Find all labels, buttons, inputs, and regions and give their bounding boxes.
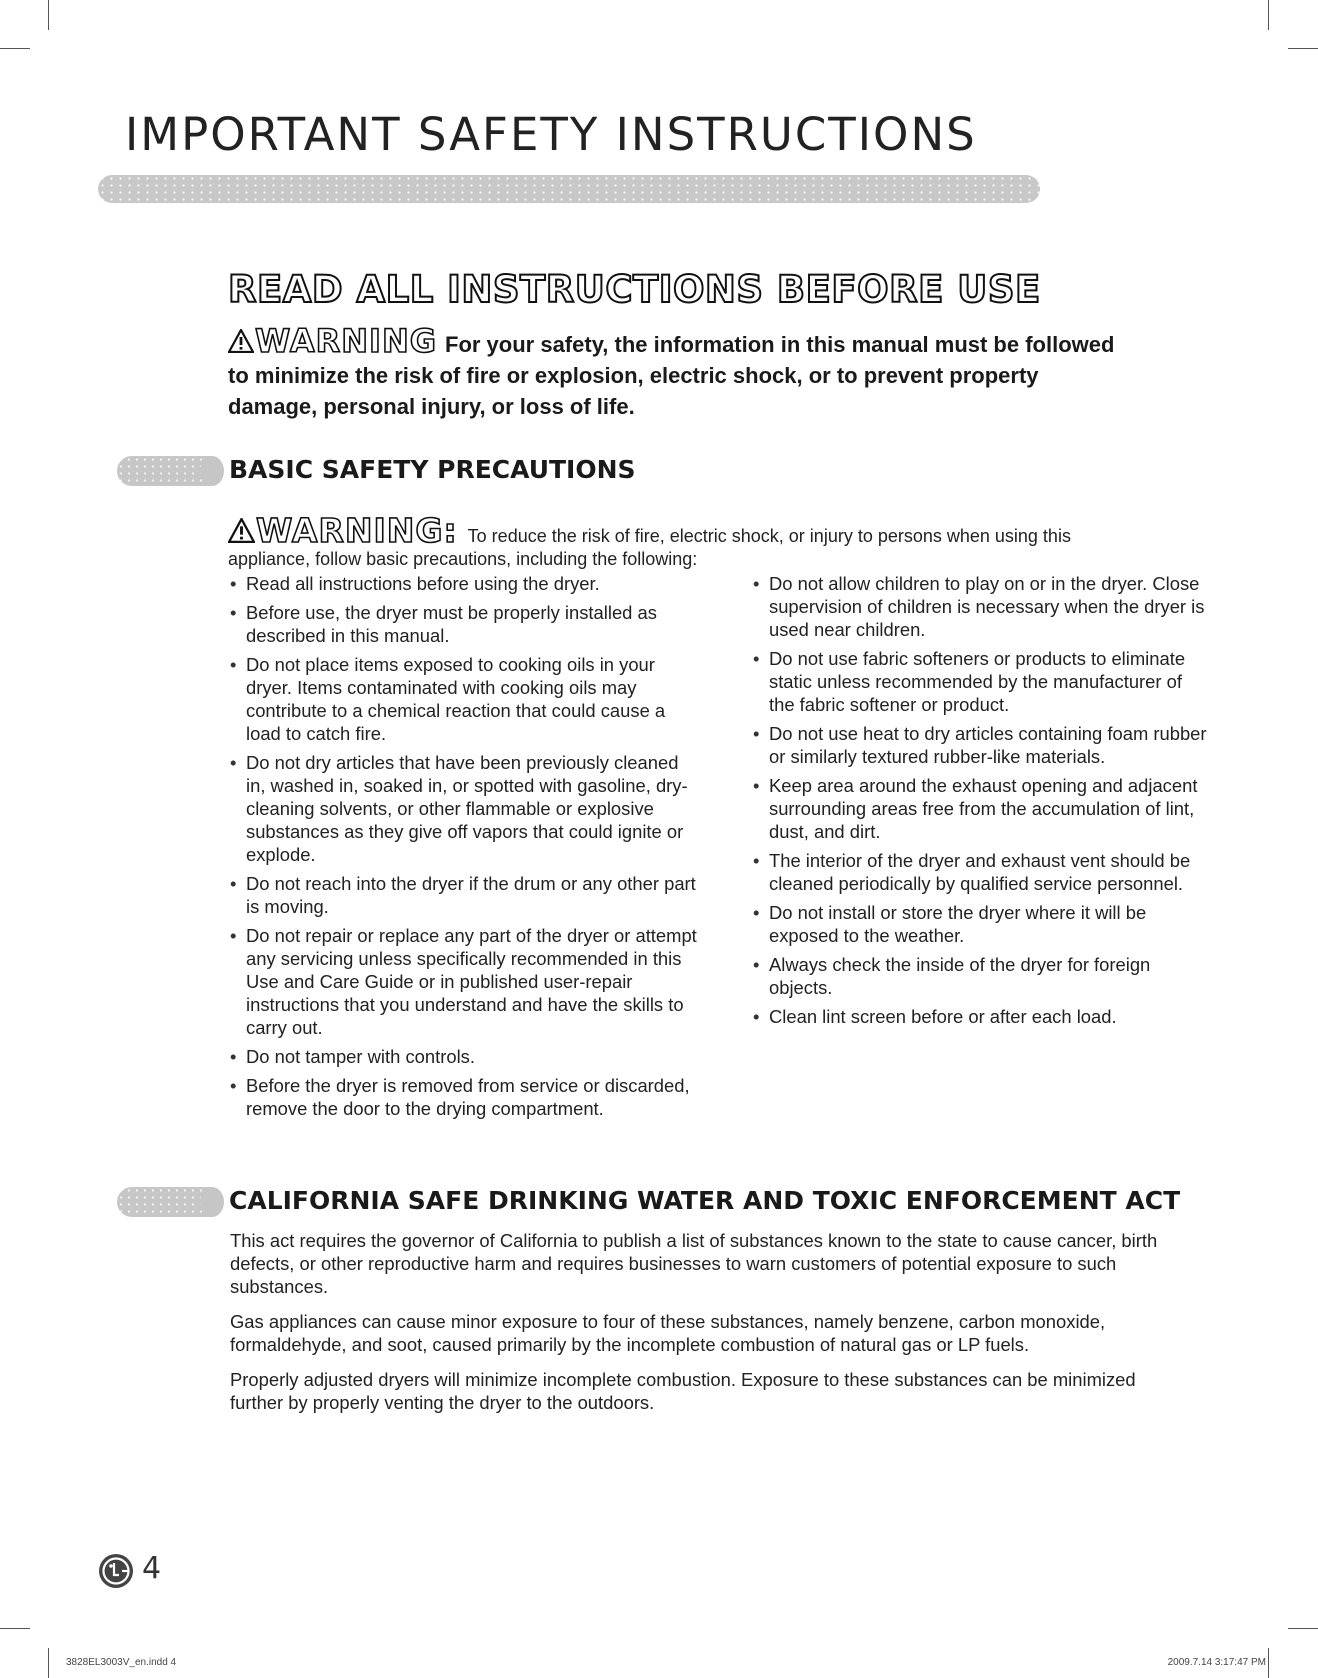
page-number: 4	[142, 1551, 162, 1586]
basic-warning	[228, 511, 1188, 571]
list-item: • Do not tamper with controls.	[229, 1045, 699, 1068]
section-title-california: CALIFORNIA SAFE DRINKING WATER AND TOXIC ENFORCEMENT ACT	[229, 1186, 1181, 1215]
warning-text: For your safety, the information in this manual must be followed to minimize the risk of fire or explosion, electric shock, or to prevent property damage, personal injury, or loss of life.	[228, 332, 1115, 419]
page-title: IMPORTANT SAFETY INSTRUCTIONS	[125, 108, 977, 161]
crop-mark	[48, 1648, 49, 1678]
precautions-left-list	[229, 572, 699, 1126]
crop-mark	[1268, 0, 1269, 30]
list-item: • Read all instructions before using the dryer.	[229, 572, 699, 595]
list-item: • Do not allow children to play on or in the dryer. Close supervision of children is necessary when the dryer is used near children.	[752, 572, 1212, 641]
list-item: • Do not use heat to dry articles containing foam rubber or similarly textured rubber-like materials.	[752, 722, 1212, 768]
section-title-basic: BASIC SAFETY PRECAUTIONS	[229, 455, 636, 484]
list-item: • Do not repair or replace any part of the dryer or attempt any servicing unless specifically recommended in this Use and Care Guide or in published user-repair instructions that you understand and have the skills to carry out.	[229, 924, 699, 1039]
list-item: • Do not install or store the dryer where it will be exposed to the weather.	[752, 901, 1212, 947]
warning-triangle-icon	[228, 329, 254, 353]
title-underline-bar	[98, 175, 1040, 203]
crop-mark	[0, 48, 30, 49]
crop-mark	[1288, 1628, 1318, 1629]
list-item: • The interior of the dryer and exhaust vent should be cleaned periodically by qualified service personnel.	[752, 849, 1212, 895]
footer-file: 3828EL3003V_en.indd 4	[66, 1657, 177, 1668]
list-item: • Do not place items exposed to cooking oils in your dryer. Items contaminated with cooking oils may contribute to a chemical reaction that could cause a load to catch fire.	[229, 653, 699, 745]
warning-text-line1: To reduce the risk of fire, electric shock, or injury to persons when using this	[467, 526, 1071, 546]
warning-triangle-icon	[228, 518, 255, 543]
main-heading: READ ALL INSTRUCTIONS BEFORE USE	[228, 268, 1041, 311]
paragraph: Gas appliances can cause minor exposure to four of these substances, namely benzene, carbon monoxide, formaldehyde, and soot, caused primarily by the incomplete combustion of natural gas or LP fuels.	[230, 1311, 1106, 1355]
list-item: • Do not reach into the dryer if the drum or any other part is moving.	[229, 872, 699, 918]
list-item: • Always check the inside of the dryer for foreign objects.	[752, 953, 1212, 999]
crop-mark	[1268, 1648, 1269, 1678]
crop-mark	[48, 0, 49, 30]
list-item: • Before the dryer is removed from service or discarded, remove the door to the drying compartment.	[229, 1074, 699, 1120]
paragraph: Properly adjusted dryers will minimize incomplete combustion. Exposure to these substances can be minimized further by properly venting the dryer to the outdoors.	[230, 1369, 1136, 1413]
list-item: • Do not dry articles that have been previously cleaned in, washed in, soaked in, or spotted with gasoline, dry-cleaning solvents, or other flammable or explosive substances as they give off vapors that could ignite or explode.	[229, 751, 699, 866]
warning-label: WARNING:	[256, 511, 458, 550]
warning-label: WARNING	[255, 322, 437, 360]
crop-mark	[1288, 48, 1318, 49]
list-item: • Do not use fabric softeners or products to eliminate static unless recommended by the manufacturer of the fabric softener or product.	[752, 647, 1212, 716]
section-marker	[117, 1187, 212, 1217]
list-item: • Clean lint screen before or after each load.	[752, 1005, 1212, 1028]
footer-timestamp: 2009.7.14 3:17:47 PM	[1167, 1657, 1266, 1668]
crop-mark	[0, 1628, 30, 1629]
list-item: • Before use, the dryer must be properly installed as described in this manual.	[229, 601, 699, 647]
list-item: • Keep area around the exhaust opening and adjacent surrounding areas free from the accumulation of lint, dust, and dirt.	[752, 774, 1212, 843]
precautions-right-list	[752, 572, 1212, 1034]
warning-text-line2: appliance, follow basic precautions, including the following:	[228, 549, 698, 569]
lg-logo-icon	[98, 1553, 134, 1589]
paragraph: This act requires the governor of California to publish a list of substances known to the state to cause cancer, birth defects, or other reproductive harm and requires businesses to warn customers of potential exposure to such substances.	[230, 1230, 1158, 1297]
section-marker	[117, 456, 212, 486]
top-warning	[228, 322, 1128, 422]
